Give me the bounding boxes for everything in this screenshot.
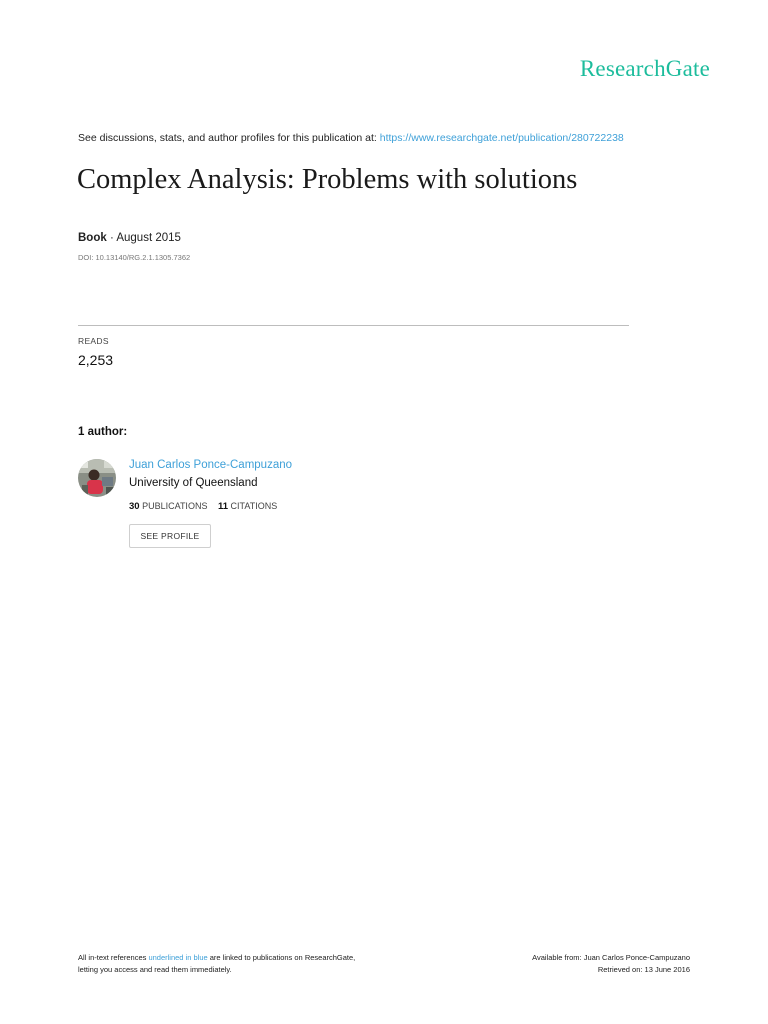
publication-title: Complex Analysis: Problems with solutions (77, 164, 578, 195)
footer-note-line1 (78, 952, 355, 964)
footer-note (78, 952, 355, 975)
authors-heading: 1 author: (78, 426, 128, 438)
see-profile-button[interactable]: SEE PROFILE (129, 524, 211, 548)
available-from: Available from: Juan Carlos Ponce-Campuzano (532, 953, 690, 962)
citations-label: CITATIONS (230, 501, 278, 511)
publication-type: Book (78, 232, 107, 244)
avatar-photo-icon (78, 459, 116, 497)
footer-note-line2: letting you access and read them immediately. (78, 964, 232, 974)
publication-link[interactable]: https://www.researchgate.net/publication/280722238 (379, 132, 624, 144)
researchgate-logo[interactable]: ResearchGate (579, 56, 710, 81)
publications-count: 30 (129, 501, 140, 512)
author-stats (129, 501, 277, 512)
reads-label: READS (78, 336, 109, 346)
footer-source (532, 952, 690, 975)
footer-note-pre: All in-text references (78, 953, 149, 962)
footer-note-post: are linked to publications on ResearchGate, (207, 953, 356, 962)
intro-text: See discussions, stats, and author profiles for this publication at: (78, 132, 380, 144)
author-affiliation: University of Queensland (129, 477, 258, 489)
footer-note-link: underlined in blue (148, 953, 208, 962)
author-avatar[interactable] (78, 459, 116, 497)
citations-count: 11 (217, 501, 229, 512)
publications-label: PUBLICATIONS (142, 501, 208, 511)
reads-value: 2,253 (78, 352, 114, 368)
publication-doi: DOI: 10.13140/RG.2.1.1305.7362 (78, 253, 191, 262)
publication-date: · August 2015 (106, 232, 181, 244)
divider (78, 325, 629, 326)
publication-meta (78, 232, 181, 244)
intro-line (78, 132, 624, 144)
author-name-link[interactable]: Juan Carlos Ponce-Campuzano (129, 459, 293, 471)
retrieved-on: Retrieved on: 13 June 2016 (597, 964, 690, 974)
